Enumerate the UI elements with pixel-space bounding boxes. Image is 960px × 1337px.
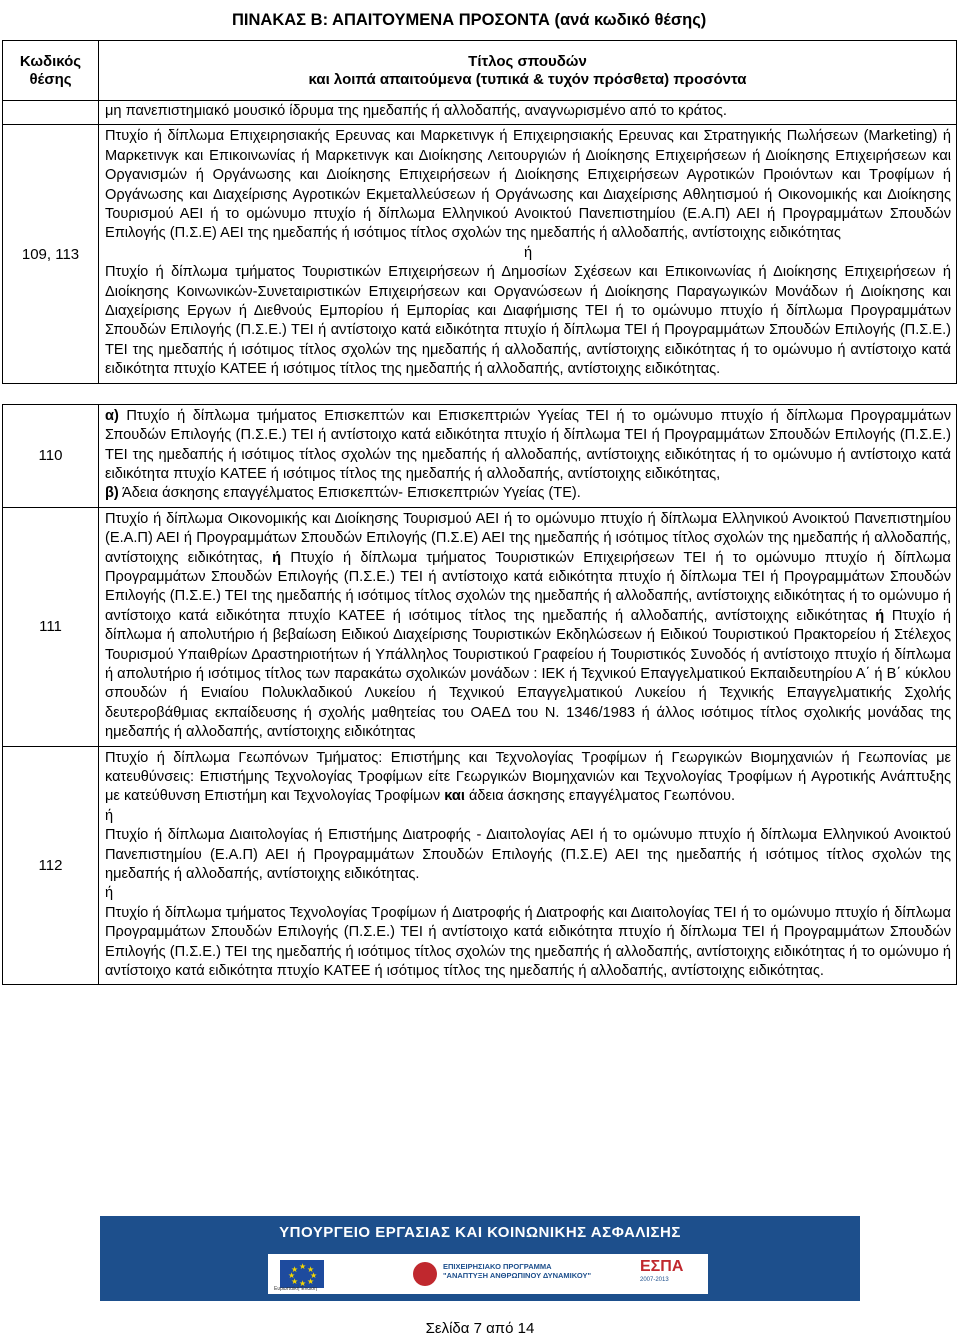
table-row xyxy=(3,507,957,746)
header-title xyxy=(99,41,957,101)
table-gap-row xyxy=(3,383,957,404)
header-title-line1: Τίτλος σπουδών xyxy=(468,52,587,70)
qualification-text xyxy=(105,407,951,485)
qualification-cell xyxy=(99,125,957,383)
item-label-b: β) xyxy=(105,485,119,502)
logos-strip xyxy=(268,1254,708,1294)
eu-caption: Ευρωπαϊκή Ένωση xyxy=(274,1286,317,1292)
table-row xyxy=(3,746,957,985)
or-bold: ή xyxy=(867,607,885,624)
espa-years: 2007-2013 xyxy=(640,1277,669,1283)
code-cell-empty xyxy=(3,101,99,125)
or-separator: ή xyxy=(105,807,114,824)
espa-logo xyxy=(640,1258,700,1290)
operational-programme-logo xyxy=(413,1260,592,1288)
qualification-text: Πτυχίο ή δίπλωμα τμήματος Τουριστικών Επιχειρήσεων ή Δημοσίων Σχέσεων και Επικοινωνίας ή Διοίκησης Επιχειρήσεων ή Διοίκησης Κοινωνικών-Συνεταιριστικών Επιχειρήσεων και Οργανώσεων ή Διοίκησης Παραγωγικών Μονάδων ή Διοίκησης και Διαχείρισης Εργων ή Διεθνούς Εμπορίου ή Εμπορίας και Διαφήμισης ΤΕΙ ή το ομώνυμο πτυχίο ή δίπλωμα Προγραμμάτων Σπουδών Επιλογής (Π.Σ.Ε.) ΤΕΙ ή αντίστοιχο κατά ειδικότητα πτυχίο ή δίπλωμα ΤΕΙ ή Προγραμμάτων Σπουδών Επιλογής (Π.Σ.Ε.) ΤΕΙ της ημεδαπής ή ισότιμος τίτλος σχολών της ημεδαπής ή αλλοδαπής, αντίστοιχης ειδικότητας ή το ομώνυμο ή αντίστοιχο κατά ειδικότητα πτυχίο ΚΑΤΕΕ ή ισότιμος τίτλος της ημεδαπής ή αλλοδαπής, αντίστοιχης ειδικότητας. xyxy=(105,264,951,378)
eu-flag-icon: ★ ★ ★ ★ ★ ★ ★ ★ xyxy=(280,1260,324,1288)
page-title: ΠΙΝΑΚΑΣ Β: ΑΠΑΙΤΟΥΜΕΝΑ ΠΡΟΣΟΝΤΑ (ανά κωδικό θέσης) xyxy=(232,11,707,29)
header-title-line2: και λοιπά απαιτούμενα (τυπικά & τυχόν πρόσθετα) προσόντα xyxy=(308,70,747,88)
qualifications-table xyxy=(2,40,957,985)
text-part: άδεια άσκησης επαγγέλματος Γεωπόνου. xyxy=(464,788,736,805)
qualification-cell xyxy=(99,507,957,746)
table-gap xyxy=(3,383,957,404)
programme-text xyxy=(443,1262,591,1280)
qualification-text xyxy=(105,510,951,743)
item-text-b: Άδεια άσκησης επαγγέλματος Επισκεπτών- Επισκεπτριών Υγείας (ΤΕ). xyxy=(118,485,581,502)
or-separator: ή xyxy=(523,244,533,261)
and-bold: και xyxy=(440,788,465,805)
text-part: Πτυχίο ή δίπλωμα Οικονομικής και Διοίκησης Τουρισμού ΑΕΙ ή το ομώνυμο πτυχίο ή δίπλωμα Ελληνικού Ανοικτού Πανεπιστημίου (Ε.Α.Π) ΑΕΙ ή Προγραμμάτων Σπουδών Επιλογής (Π.Σ.Ε) ΑΕΙ της ημεδαπής ή ισότιμος τίτλος σχολών της ημεδαπής ή αλλοδαπής, αντίστοιχης ειδικότητας, xyxy=(105,510,951,566)
qualification-text: Πτυχίο ή δίπλωμα τμήματος Τεχνολογίας Τροφίμων ή Διατροφής ή Διατροφής και Διαιτολογίας ΤΕΙ ή το ομώνυμο πτυχίο ή δίπλωμα Προγραμμάτων Σπουδών Επιλογής (Π.Σ.Ε.) ΤΕΙ ή αντίστοιχο κατά ειδικότητα πτυχίο ή δίπλωμα ΤΕΙ ή Προγραμμάτων Σπουδών Επιλογής (Π.Σ.Ε.) ΤΕΙ της ημεδαπής ή ισότιμος τίτλος σχολών της ημεδαπής ή αλλοδαπής, αντίστοιχης ειδικότητας ή το ομώνυμο ή αντίστοιχο κατά ειδικότητα πτυχίο ΚΑΤΕΕ ή ισότιμος τίτλος της ημεδαπής ή αλλοδαπής, αντίστοιχης ειδικότητας. xyxy=(105,904,951,980)
table-row xyxy=(3,101,957,125)
programme-line1: ΕΠΙΧΕΙΡΗΣΙΑΚΟ ΠΡΟΓΡΑΜΜΑ xyxy=(443,1262,552,1271)
espa-name: ΕΣΠΑ xyxy=(640,1258,684,1275)
qualification-text: Πτυχίο ή δίπλωμα Επιχειρησιακής Ερευνας και Μαρκετινγκ ή Επιχειρησιακής Ερευνας και Στρατηγικής Πωλήσεων (Marketing) ή Μαρκετινγκ και Επικοινωνίας ή Μαρκετινγκ και Διοίκησης Λειτουργιών ή Διοίκησης Επιχειρήσεων ή Διοίκησης Επιχειρήσεων και Οργανισμών ή Οργάνωσης και Διοίκησης Επιχειρήσεων ή Διοίκησης Επιχειρήσεων Αγροτικών Προιόντων και Τροφίμων ή Οργάνωσης και Διαχείρισης Αγροτικών Εκμεταλλεύσεων ή Οργάνωσης και Διαχείρισης Αθλητισμού ή Οικονομικής και Διοίκησης Τουρισμού ΑΕΙ ή το ομώνυμο πτυχίο ή δίπλωμα Ελληνικού Ανοικτού Πανεπιστημίου (Ε.Α.Π) ΑΕΙ ή Προγραμμάτων Σπουδών Επιλογής (Π.Σ.Ε) ΑΕΙ της ημεδαπής ή ισότιμος τίτλος σχολών της ημεδαπής ή αλλοδαπής, αντίστοιχης ειδικότητας xyxy=(105,128,951,242)
qualification-cell xyxy=(99,404,957,507)
table-row xyxy=(3,125,957,383)
text-part: Πτυχίο ή δίπλωμα τμήματος Τουριστικών Επιχειρήσεων ΤΕΙ ή το ομώνυμο πτυχίο ή δίπλωμα Προγραμμάτων Σπουδών Επιλογής (Π.Σ.Ε.) ΤΕΙ ή αντίστοιχο κατά ειδικότητα πτυχίο ή δίπλωμα ΤΕΙ ή Προγραμμάτων Σπουδών Επιλογής (Π.Σ.Ε.) ΤΕΙ της ημεδαπής ή ισότιμος τίτλος σχολών της ημεδαπής ή αλλοδαπής, αντίστοιχης ειδικότητας ή το ομώνυμο ή αντίστοιχο κατά ειδικότητα πτυχίο ΚΑΤΕΕ ή ισότιμος τίτλος της ημεδαπής ή αλλοδαπής, αντίστοιχης ειδικότητας xyxy=(105,549,951,624)
text-part: Πτυχίο ή δίπλωμα Γεωπόνων Τμήματος: Επιστήμης και Τεχνολογίας Τροφίμων ή Γεωργικών Βιομηχανιών ή Γεωπονίας με κατευθύνσεις: Επιστήμης Τεχνολογίας Τροφίμων είτε Γεωργικών Βιομηχανιών και Τεχνολογίας Τροφίμων ή Αγροτικής Ανάπτυξης με κατεύθυνση Επιστήμη και Τεχνολογίας Τροφίμων xyxy=(105,749,951,805)
header-code-line2: θέσης xyxy=(29,70,72,88)
continuation-text: μη πανεπιστημιακό μουσικό ίδρυμα της ημεδαπής ή αλλοδαπής, αναγνωρισμένο από το κράτος. xyxy=(105,103,727,119)
qualification-cell xyxy=(99,746,957,985)
ministry-title: ΥΠΟΥΡΓΕΙΟ ΕΡΓΑΣΙΑΣ ΚΑΙ ΚΟΙΝΩΝΙΚΗΣ ΑΣΦΑΛΙΣΗΣ xyxy=(279,1224,681,1241)
programme-mark-icon xyxy=(413,1262,437,1286)
code-cell: 110 xyxy=(3,404,99,507)
header-code xyxy=(3,41,99,101)
ministry-banner xyxy=(100,1216,860,1301)
table-row xyxy=(3,404,957,507)
page-title-bar xyxy=(0,0,960,40)
header-code-line1: Κωδικός xyxy=(19,52,82,70)
qualification-text: Πτυχίο ή δίπλωμα Διαιτολογίας ή Επιστήμης Διατροφής - Διαιτολογίας ΑΕΙ ή το ομώνυμο πτυχίο ή δίπλωμα Ελληνικού Ανοικτού Πανεπιστημίου (Ε.Α.Π) ΑΕΙ ή Προγραμμάτων Σπουδών Επιλογής (Π.Σ.Ε) ΑΕΙ της ημεδαπής ή ισότιμος τίτλος σχολών της ημεδαπής ή αλλοδαπής, αντίστοιχης ειδικότητας. xyxy=(105,827,951,883)
text-part: Πτυχίο ή δίπλωμα ή απολυτήριο ή βεβαίωση Ειδικού Διαχείρισης Τουριστικών Εκδηλώσεων ή Ειδικού Τουριστικού Πρακτορείου ή Στέλεχος Τουρισμού Υπαιθρίων Δραστηριοτήτων ή Υπάλληλος Τουριστικού Γραφείου ή Τουριστικός Συνοδός ή αντίστοιχο πτυχίο ή δίπλωμα ή απολυτήριο ή ισότιμος τίτλος των παρακάτω σχολικών μονάδων : ΙΕΚ ή Τεχνικού Επαγγελματικού Εκπαιδευτηρίου Α΄ ή Β΄ κύκλου σπουδών ή Ενιαίου Πολυκλαδικού Λυκείου ή Τεχνικού Επαγγελματικού Λυκείου ή Τεχνικής Επαγγελματικής Σχολής δευτεροβάθμιας εκπαίδευσης ή σχολής μαθητείας του ΟΑΕΔ του Ν. 1346/1983 ή άλλος ισότιμος τίτλος σχολικής μονάδας της ημεδαπής ή αλλοδαπής, αντίστοιχης ειδικότητας xyxy=(105,607,951,741)
qualification-text xyxy=(105,484,951,503)
code-cell: 109, 113 xyxy=(3,125,99,383)
or-bold: ή xyxy=(262,549,282,566)
item-label-a: α) xyxy=(105,407,119,424)
or-separator: ή xyxy=(105,885,114,902)
code-cell: 111 xyxy=(3,507,99,746)
page-number: Σελίδα 7 από 14 xyxy=(425,1320,535,1337)
programme-line2: "ΑΝΑΠΤΥΞΗ ΑΝΘΡΩΠΙΝΟΥ ΔΥΝΑΜΙΚΟΥ" xyxy=(443,1271,592,1280)
qualification-text xyxy=(105,749,951,807)
item-text-a: Πτυχίο ή δίπλωμα τμήματος Επισκεπτών και Επισκεπτριών Υγείας ΤΕΙ ή το ομώνυμο πτυχίο ή δίπλωμα Προγραμμάτων Σπουδών Επιλογής (Π.Σ.Ε.) ΤΕΙ ή αντίστοιχο κατά ειδικότητα πτυχίο ή δίπλωμα ΤΕΙ ή Προγραμμάτων Σπουδών Επιλογής (Π.Σ.Ε.) ΤΕΙ της ημεδαπής ή ισότιμος τίτλος σχολών της ημεδαπής ή αλλοδαπής, αντίστοιχης ειδικότητας ή το ομώνυμο ή αντίστοιχο κατά ειδικότητα πτυχίο ΚΑΤΕΕ ή ισότιμος τίτλος της ημεδαπής ή αλλοδαπής, αντίστοιχης ειδικότητας, xyxy=(105,407,951,482)
continuation-cell xyxy=(99,101,957,125)
table-header-row xyxy=(3,41,957,101)
code-cell: 112 xyxy=(3,746,99,985)
